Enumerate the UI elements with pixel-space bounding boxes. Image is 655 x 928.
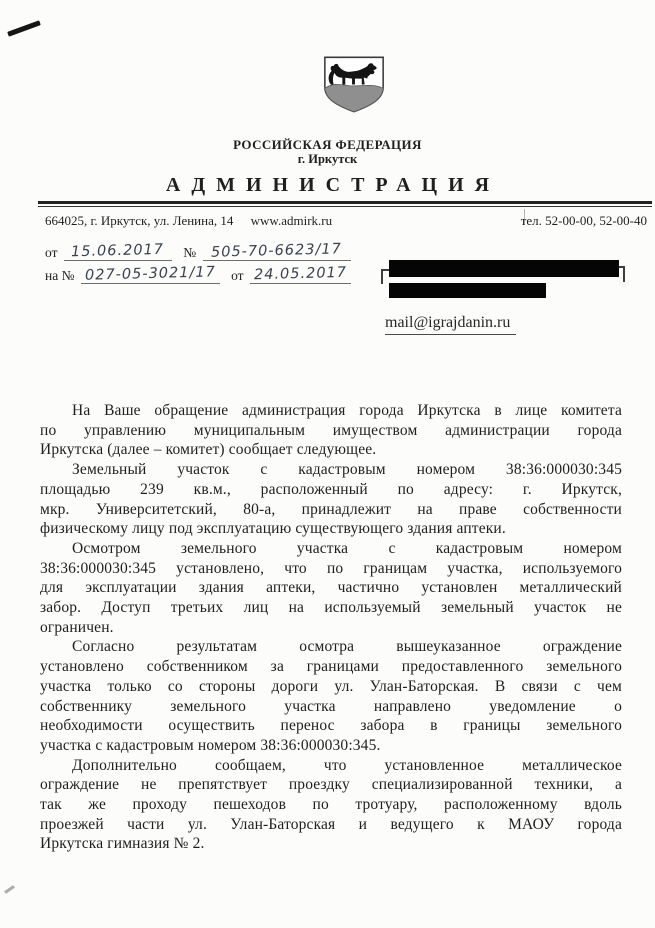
handwritten-outgoing-date: 15.06.2017 [71, 241, 165, 261]
body-line: так же проходу пешеходов по тротуару, расположенному вдоль [40, 796, 622, 814]
incoming-number-field [81, 266, 220, 284]
phone-numbers: тел. 52-00-00, 52-00-40 [520, 213, 647, 228]
recipient-email: mail@igrajdanin.ru [385, 314, 516, 335]
body-line: На Ваше обращение администрация города Иркутска в лице комитета [72, 402, 622, 419]
handwritten-incoming-date: 24.05.2017 [253, 264, 348, 284]
body-line: участка с кадастровым номером 38:36:000030:345. [40, 736, 381, 754]
body-line: мкр. Университетский, 80-а, принадлежит на праве собственности [40, 500, 622, 518]
redacted-recipient-line-1 [389, 260, 619, 277]
body-line: Осмотром земельного участка с кадастровым номером [72, 539, 622, 557]
body-line: проезжей части ул. Улан-Баторская и ведущего к МАОУ города [40, 815, 622, 833]
letterhead-contact-row [45, 213, 647, 229]
body-line: Земельный участок с кадастровым номером 38:36:000030:345 [72, 461, 622, 479]
body-line: собственнику земельного участка направлено уведомление о [40, 697, 622, 715]
handwritten-incoming-number: 027-05-3021/17 [84, 264, 216, 284]
from-label-2: от [231, 268, 244, 283]
body-line: Дополнительно сообщаем, что установленное металлическое [72, 756, 622, 774]
scan-fold-mark [7, 20, 41, 36]
body-line: площадью 239 кв.м., расположенный по адресу: г. Иркутск, [40, 480, 622, 498]
scan-bottom-mark [4, 885, 15, 894]
redacted-recipient-line-2 [389, 283, 546, 298]
body-line: необходимости осуществить перенос забора в границы земельного [40, 717, 622, 735]
incoming-reference-row [45, 266, 351, 284]
outgoing-date-field [64, 243, 172, 261]
body-line: установлено собственником за границами предоставленного земельного [40, 658, 622, 676]
body-line: Согласно результатам осмотра вышеуказанное ограждение [72, 638, 622, 656]
letterhead-address-line [45, 213, 332, 229]
letterhead-city: г. Иркутск [297, 152, 358, 166]
letterhead-divider [38, 201, 652, 207]
letterhead-country: РОССИЙСКАЯ ФЕДЕРАЦИЯ [233, 137, 422, 152]
number-label: № [183, 245, 197, 260]
postal-address: 664025, г. Иркутск, ул. Ленина, 14 [45, 213, 234, 228]
body-line: участка только со стороны дороги ул. Улан-Баторская. В связи с чем [40, 677, 622, 695]
handwritten-outgoing-number: 505-70-6623/17 [210, 241, 343, 261]
letterhead-org-title: АДМИНИСТРАЦИЯ [165, 174, 501, 196]
in-reply-to-label: на № [45, 268, 75, 283]
body-line: Иркутска (далее – комитет) сообщает следующее. [40, 441, 377, 459]
outgoing-number-field [203, 243, 351, 261]
incoming-date-field [250, 266, 351, 284]
irkutsk-coat-of-arms-icon [320, 54, 388, 115]
body-line: физическому лицу под эксплуатацию существующего здания аптеки. [40, 520, 506, 538]
body-text [40, 401, 622, 854]
from-label: от [45, 245, 58, 260]
body-line: Иркутска гимназия № 2. [40, 835, 205, 853]
body-line: ограничен. [40, 618, 114, 636]
body-line: ограждение не препятствует проездку специализированной техники, а [40, 776, 622, 794]
outgoing-reference-row [45, 243, 351, 261]
website-text: www.admirk.ru [250, 213, 333, 228]
body-line: для эксплуатации здания аптеки, частично установлен металлический [40, 579, 622, 597]
body-line: забор. Доступ третьих лиц на используемый земельный участок не [40, 599, 622, 617]
body-line: по управлению муниципальным имуществом администрации города [40, 421, 622, 439]
body-line: 38:36:000030:345 установлено, что по границам участка, используемого [40, 559, 622, 577]
